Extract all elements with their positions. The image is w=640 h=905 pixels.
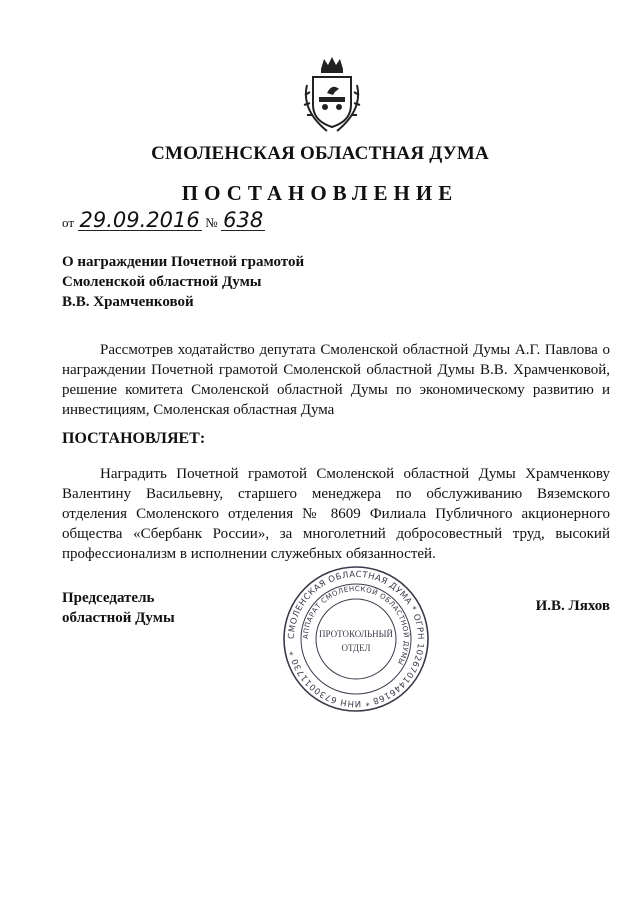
subject-line: В.В. Храмченковой [62,294,194,310]
subject-line: О награждении Почетной грамотой [62,254,305,270]
body-paragraph-2: Наградить Почетной грамотой Смоленской областной Думы Храмченкову Валентину Васильевну, старшего менеджера по обслуживанию Вяземского отделения Смоленского отделения № 8609 Филиала Публичного акционерного общества «Сбербанк России», за многолетний добросовестный труд, высокий профессионализм в исполнении служебных обязанностей. [62,466,610,562]
signatory-title [62,588,175,628]
date-prefix: от [62,215,75,230]
subject-line: Смоленской областной Думы [62,274,262,290]
document-type-title: ПОСТАНОВЛЕНИЕ [181,181,459,205]
seal-outer-ring-text: СМОЛЕНСКАЯ ОБЛАСТНАЯ ДУМА * ОГРН 1026701446168 * ИНН 6730011730 * [286,569,426,709]
document-number: 638 [223,208,264,232]
document-date: 29.09.2016 [79,208,200,232]
signatory-title-line: Председатель [62,590,155,606]
smolensk-coat-of-arms-icon [297,55,367,135]
number-prefix: № [205,215,218,230]
seal-center-line: ОТДЕЛ [341,643,371,653]
seal-inner-ring-text: АППАРАТ СМОЛЕНСКОЙ ОБЛАСТНОЙ ДУМЫ [301,584,411,667]
org-name: СМОЛЕНСКАЯ ОБЛАСТНАЯ ДУМА [151,143,489,164]
body-paragraph-1: Рассмотрев ходатайство депутата Смоленской областной Думы А.Г. Павлова о награждении Почетной грамотой Смоленской областной Думы В.В. Храмченковой, решение комитета Смоленской областной Думы по экономическому развитию и инвестициям, Смоленская областная Дума [62,342,610,418]
official-seal-stamp [282,565,430,713]
seal-center-line: ПРОТОКОЛЬНЫЙ [319,629,393,639]
date-number-line [62,210,265,232]
decree-heading: ПОСТАНОВЛЯЕТ: [62,430,206,447]
signatory-title-line: областной Думы [62,610,175,626]
subject-block [62,252,304,312]
signatory-name: И.В. Ляхов [535,598,610,614]
